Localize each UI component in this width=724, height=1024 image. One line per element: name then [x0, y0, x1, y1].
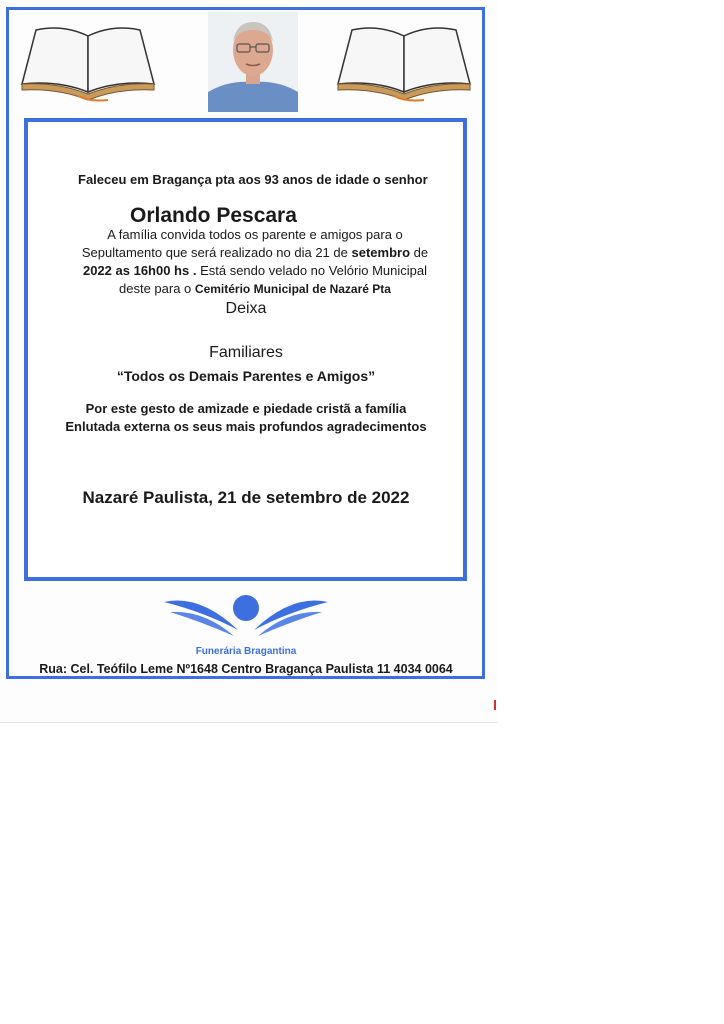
message-text: A família convida todos os parente e amigos para o — [107, 227, 403, 242]
cemetery-name: Cemitério Municipal de Nazaré Pta — [194, 282, 391, 296]
deixa-label: Deixa — [225, 300, 267, 317]
familiares-label: Familiares — [209, 344, 283, 361]
message-line — [30, 262, 480, 280]
message-text: Sepultamento que será realizado no dia 21 de — [81, 245, 352, 260]
scan-mark — [494, 700, 496, 710]
message-text: de — [410, 245, 429, 260]
message-month: setembro — [351, 245, 411, 260]
intro-text: Faleceu em Bragança pta aos 93 anos de idade o senhor — [78, 172, 428, 187]
thanks-line: Enlutada externa os seus mais profundos agradecimentos — [65, 419, 427, 434]
place-date: Nazaré Paulista, 21 de setembro de 2022 — [82, 488, 410, 507]
funeral-home-logo-icon — [160, 590, 332, 642]
message-line — [30, 244, 480, 262]
portrait-photo — [208, 12, 298, 112]
message-text: Está sendo velado no Velório Municipal — [196, 263, 428, 278]
thanks-line: Por este gesto de amizade e piedade cristã a família — [85, 401, 407, 416]
funeral-home-address: Rua: Cel. Teófilo Leme Nº1648 Centro Bragança Paulista 11 4034 0064 — [39, 662, 453, 676]
deceased-name: Orlando Pescara — [130, 204, 297, 227]
open-book-icon — [334, 22, 474, 104]
open-book-icon — [18, 22, 158, 104]
obituary-sheet — [0, 0, 498, 723]
message-line — [30, 280, 480, 298]
message-time: 2022 as 16h00 hs . — [82, 263, 197, 278]
thanks-text — [26, 400, 466, 436]
funeral-home-name: Funerária Bragantina — [195, 646, 297, 657]
message-line — [30, 226, 480, 244]
relatives-quote: “Todos os Demais Parentes e Amigos” — [116, 368, 376, 384]
message-text: deste para o — [119, 281, 195, 296]
